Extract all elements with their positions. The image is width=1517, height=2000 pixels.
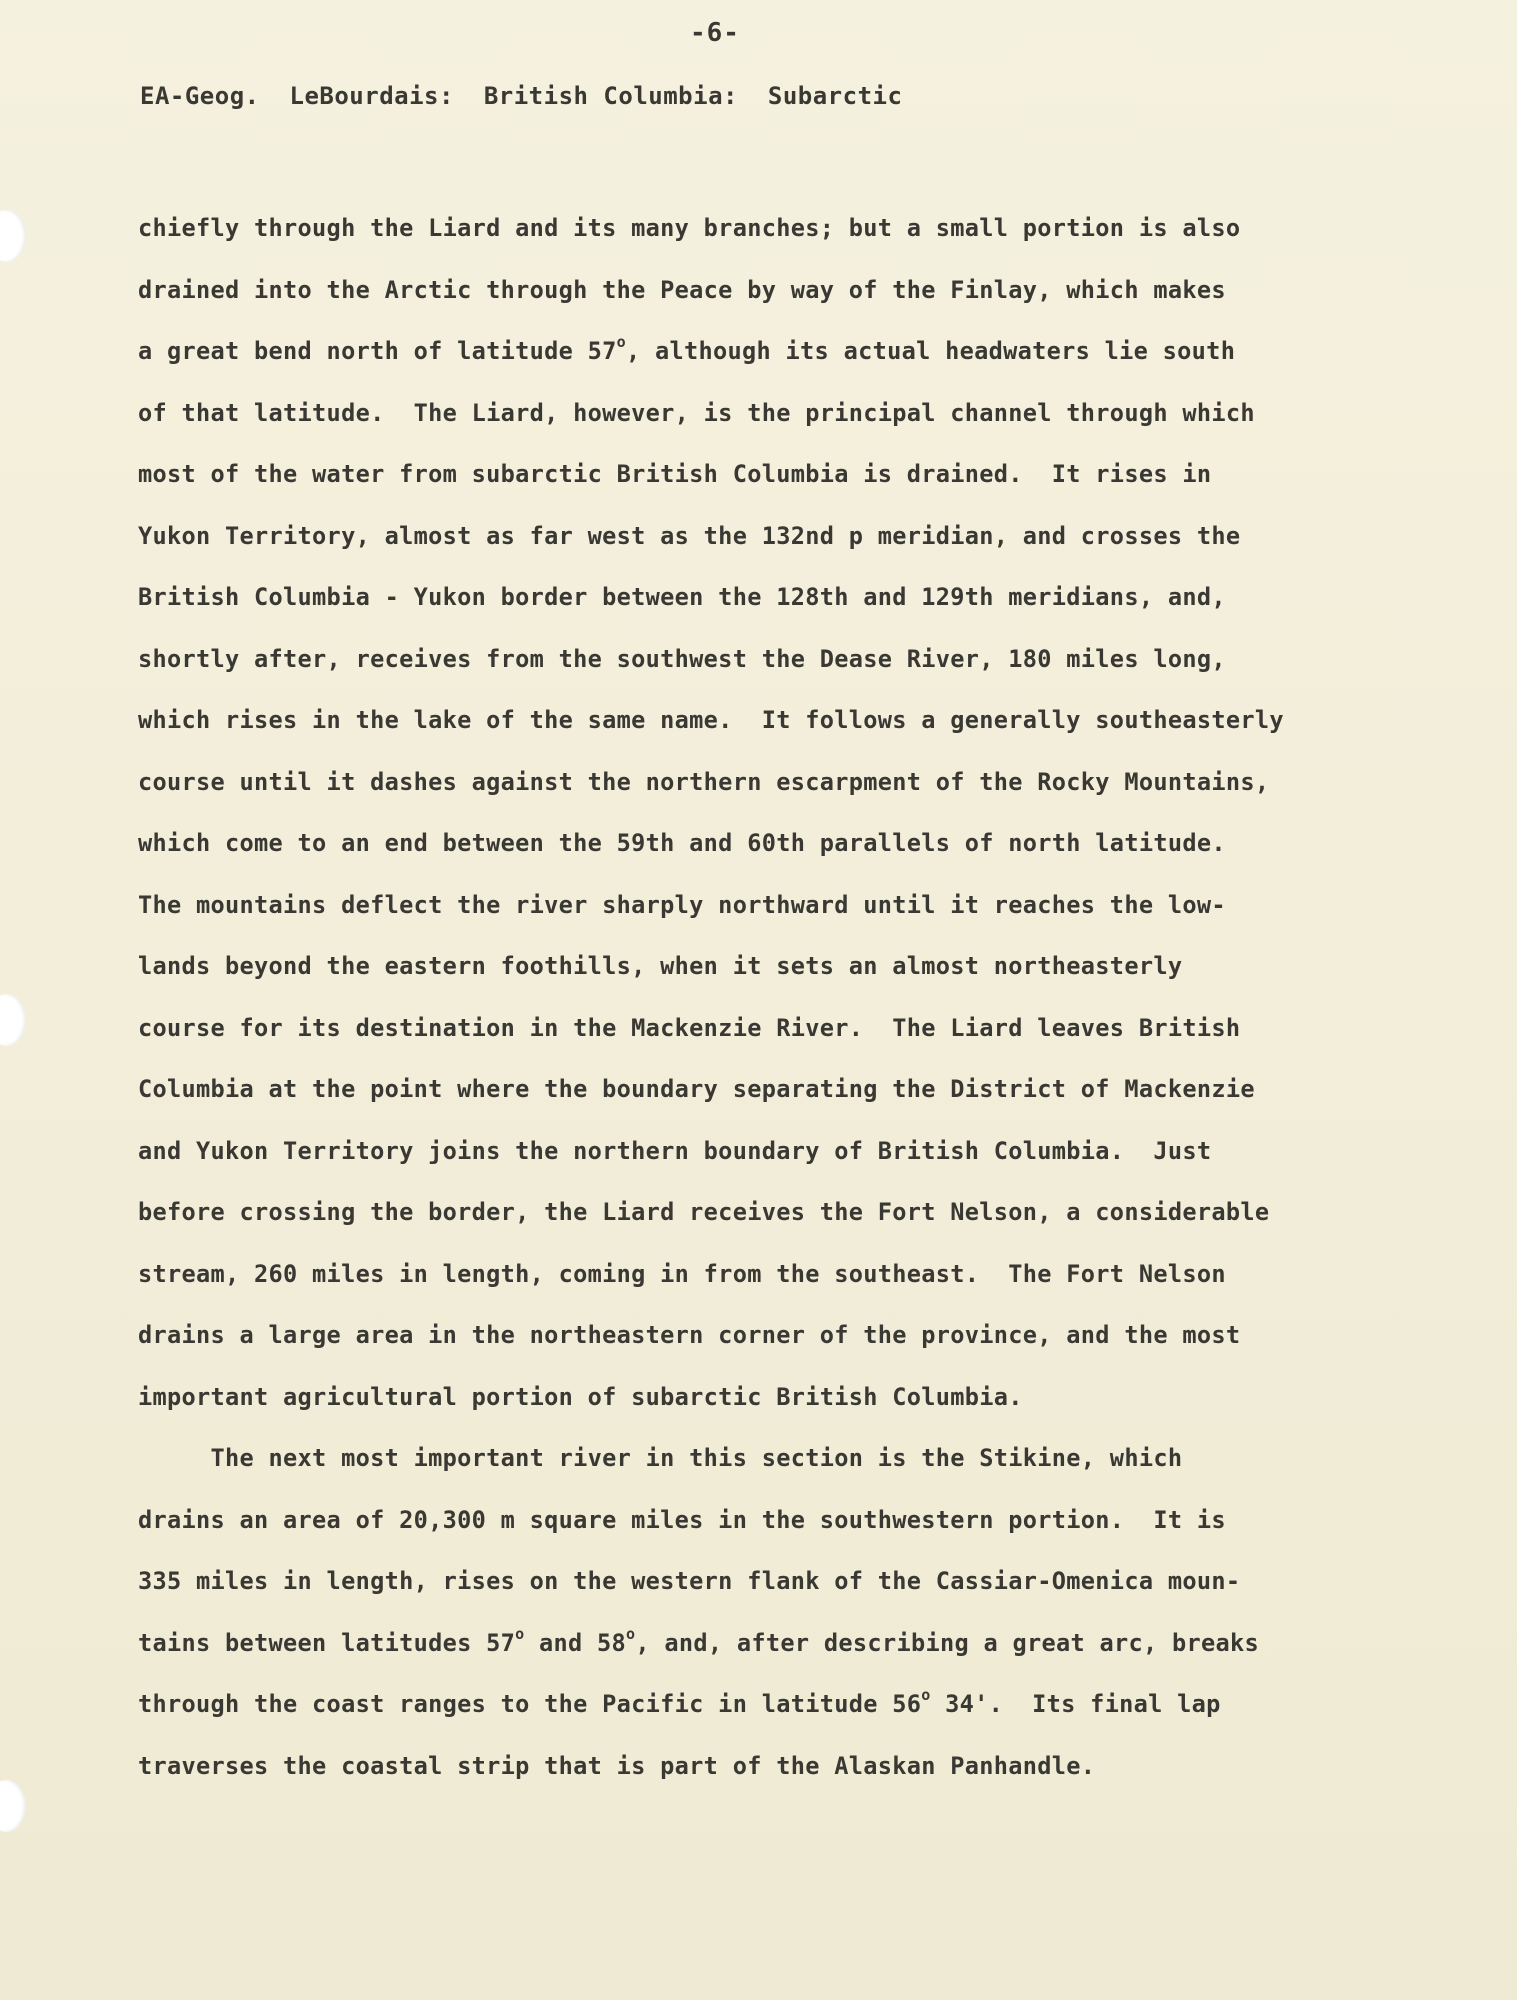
punch-hole-middle	[0, 994, 26, 1046]
text-line: drained into the Arctic through the Peace by way of the Finlay, which makes	[138, 275, 1226, 304]
text-line: of that latitude. The Liard, however, is the principal channel through which	[138, 398, 1255, 427]
page-number: -6-	[690, 18, 740, 48]
punch-hole-bottom	[0, 1780, 26, 1832]
text-line: a great bend north of latitude 57$^o$, although its actual headwaters lie south	[138, 333, 1236, 365]
text-line: important agricultural portion of subarctic British Columbia.	[138, 1382, 1023, 1411]
text-line: most of the water from subarctic British Columbia is drained. It rises in	[138, 460, 1212, 488]
text-line: drains a large area in the northeastern corner of the province, and the most	[138, 1321, 1241, 1349]
text-line: drains an area of 20,300 m square miles in the southwestern portion. It is	[138, 1505, 1226, 1534]
document-header: EA-Geog. LeBourdais: British Columbia: Subarctic	[140, 82, 903, 110]
text-line: lands beyond the eastern foothills, when it sets an almost northeasterly	[138, 952, 1183, 980]
text-line: before crossing the border, the Liard receives the Fort Nelson, a considerable	[138, 1198, 1270, 1226]
text-line: The next most important river in this section is the Stikine, which	[138, 1444, 1183, 1472]
text-line: Yukon Territory, almost as far west as the 132nd p meridian, and crosses the	[138, 521, 1241, 550]
text-line: stream, 260 miles in length, coming in from the southeast. The Fort Nelson	[138, 1259, 1226, 1288]
text-line: chiefly through the Liard and its many branches; but a small portion is also	[138, 214, 1241, 242]
degree-superscript: o	[616, 333, 626, 351]
body-text	[138, 198, 1368, 1797]
degree-superscript: o	[626, 1624, 636, 1643]
degree-superscript: o	[515, 1624, 525, 1643]
text-line: which rises in the lake of the same name. It follows a generally southeasterly	[138, 706, 1284, 734]
text-line: shortly after, receives from the southwest the Dease River, 180 miles long,	[138, 644, 1226, 673]
text-line: The mountains deflect the river sharply northward until it reaches the low-	[138, 890, 1226, 919]
text-line: course until it dashes against the northern escarpment of the Rocky Mountains,	[138, 767, 1270, 796]
text-line: 335 miles in length, rises on the western flank of the Cassiar-Omenica moun-	[138, 1567, 1241, 1595]
punch-hole-top	[0, 210, 26, 262]
text-line: through the coast ranges to the Pacific in latitude 56$^o$ 34'. Its final lap	[138, 1686, 1221, 1718]
text-line: British Columbia - Yukon border between the 128th and 129th meridians, and,	[138, 583, 1226, 611]
text-line: tains between latitudes 57$^o$ and 58$^o$, and, after describing a great arc, breaks	[138, 1624, 1260, 1657]
text-line: and Yukon Territory joins the northern boundary of British Columbia. Just	[138, 1136, 1212, 1165]
degree-superscript: o	[921, 1686, 931, 1704]
text-line: course for its destination in the Mackenzie River. The Liard leaves British	[138, 1013, 1241, 1042]
text-line: which come to an end between the 59th and 60th parallels of north latitude.	[138, 829, 1226, 857]
text-line: Columbia at the point where the boundary separating the District of Mackenzie	[138, 1075, 1255, 1103]
text-line: traverses the coastal strip that is part of the Alaskan Panhandle.	[138, 1751, 1096, 1780]
